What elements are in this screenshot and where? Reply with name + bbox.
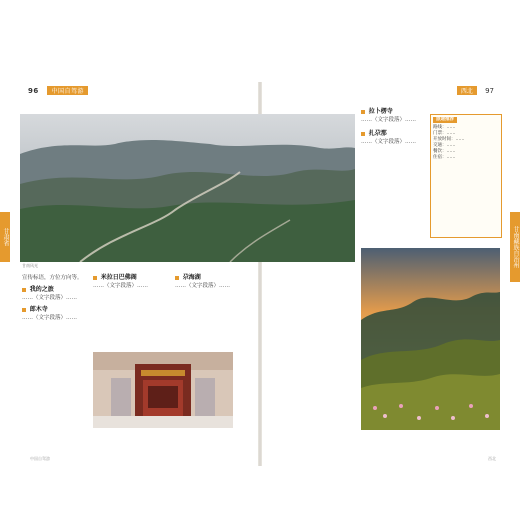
- section-a-title: 我的之旅: [29, 286, 54, 293]
- right-header-title: 西北: [457, 86, 477, 95]
- section-f: [361, 130, 425, 146]
- tip-box-title: 旅途推荐: [433, 117, 457, 123]
- bullet-icon: [175, 276, 179, 280]
- tip-line-4: 交通：……: [433, 143, 456, 148]
- footer-right: 西北: [488, 456, 496, 461]
- bullet-icon: [361, 110, 365, 114]
- left-header-title: 中国自驾游: [47, 86, 88, 95]
- tip-line-6: 住宿：……: [433, 155, 456, 160]
- left-column-1: [22, 274, 88, 322]
- section-c-body: ……（文字段落）……: [93, 283, 149, 289]
- section-b: [22, 306, 88, 322]
- left-page-number: 96: [28, 87, 39, 95]
- section-f-title: 扎尕那: [368, 130, 387, 137]
- section-c-title: 米拉日巴佛阁: [100, 274, 137, 281]
- mountain-photo-svg: [361, 248, 500, 430]
- landscape-photo-caption: 甘南风光: [22, 263, 38, 268]
- mountain-photo: [361, 248, 500, 430]
- section-e-title: 拉卜楞寺: [368, 108, 393, 115]
- section-a: [22, 286, 88, 302]
- left-header: [28, 86, 88, 95]
- section-c: [93, 274, 169, 290]
- section-e: [361, 108, 425, 124]
- right-side-tab: 甘南藏族自治州: [510, 212, 520, 282]
- intro-text: 宣传标语，方位方向等。: [22, 275, 83, 281]
- section-b-title: 郎木寺: [29, 306, 48, 313]
- section-f-body: ……（文字段落）……: [361, 139, 417, 145]
- right-column: [361, 108, 425, 146]
- left-column-3: [175, 274, 251, 290]
- temple-photo: [93, 352, 233, 428]
- left-column-2: [93, 274, 169, 290]
- bullet-icon: [22, 308, 26, 312]
- bullet-icon: [22, 288, 26, 292]
- footer-left: 中国自驾游: [30, 456, 50, 461]
- tip-line-2: 门票：……: [433, 131, 456, 136]
- right-header: [457, 86, 494, 95]
- section-e-body: ……（文字段落）……: [361, 117, 417, 123]
- temple-photo-svg: [93, 352, 233, 428]
- section-d-title: 尕海湖: [182, 274, 201, 281]
- right-page-number: 97: [485, 87, 494, 95]
- section-d: [175, 274, 251, 290]
- tip-line-5: 餐饮：……: [433, 149, 456, 154]
- section-a-body: ……（文字段落）……: [22, 295, 78, 301]
- tip-line-3: 开放时间：……: [433, 137, 465, 142]
- landscape-photo: [20, 114, 355, 262]
- landscape-photo-svg: [20, 114, 355, 262]
- tip-line-1: 路线：……: [433, 125, 456, 130]
- bullet-icon: [361, 132, 365, 136]
- section-b-body: ……（文字段落）……: [22, 315, 78, 321]
- tip-box: [430, 114, 502, 238]
- bullet-icon: [93, 276, 97, 280]
- left-side-tab: 甘肃省: [0, 212, 10, 262]
- section-d-body: ……（文字段落）……: [175, 283, 231, 289]
